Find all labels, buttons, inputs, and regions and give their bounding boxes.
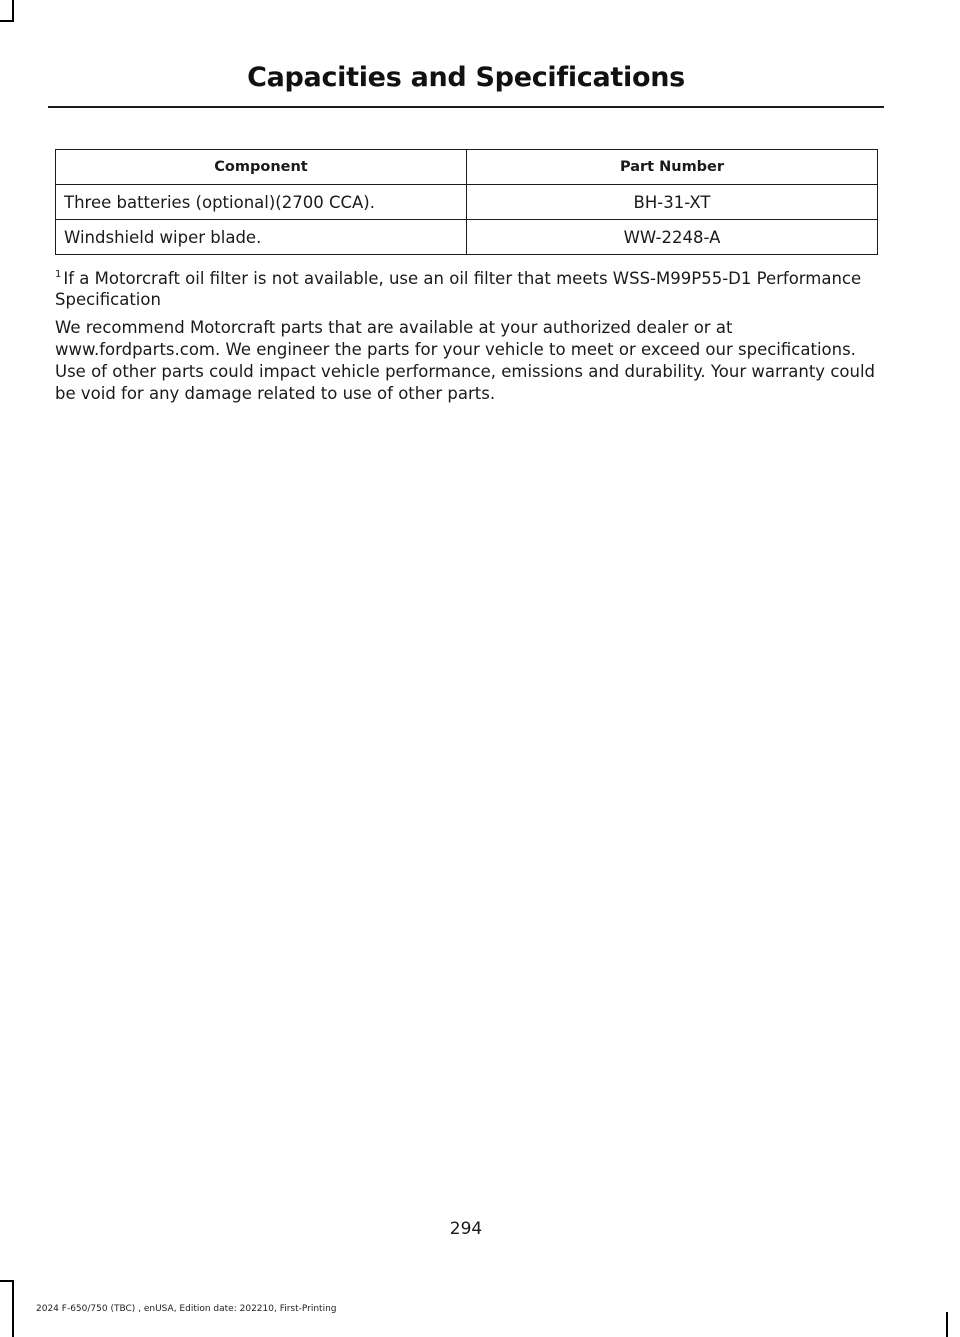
- column-header-component: Component: [56, 150, 467, 185]
- crop-mark-top-left: [12, 0, 14, 22]
- crop-mark-bottom-left: [12, 1280, 14, 1337]
- page-number: 294: [449, 1219, 483, 1239]
- table-row: [56, 185, 878, 220]
- table-header-row: [56, 150, 878, 185]
- table-row: [56, 220, 878, 255]
- footnote-marker: 1: [55, 269, 62, 280]
- crop-mark-top-left-horizontal: [0, 20, 14, 22]
- part-number-cell: BH-31-XT: [467, 185, 878, 220]
- page-title: Capacities and Specifications: [247, 62, 685, 93]
- title-divider: [48, 106, 884, 108]
- parts-table: [55, 149, 878, 255]
- component-cell: Windshield wiper blade.: [56, 220, 467, 255]
- table-footnote: [55, 264, 885, 310]
- footnote-text: If a Motorcraft oil filter is not available, use an oil filter that meets WSS-M99P55-D1 Performance Specification: [55, 269, 862, 309]
- body-paragraph: We recommend Motorcraft parts that are available at your authorized dealer or at www.fordparts.com. We engineer the parts for your vehicle to meet or exceed our specifications. Use of other parts could impact vehicle performance, emissions and durability. Your warranty could be void for any damage related to use of other parts.: [55, 318, 875, 403]
- component-cell: Three batteries (optional)(2700 CCA).: [56, 185, 467, 220]
- crop-mark-bottom-right: [946, 1312, 948, 1337]
- crop-mark-bottom-left-horizontal: [0, 1280, 14, 1282]
- column-header-part-number: Part Number: [467, 150, 878, 185]
- edition-footer: 2024 F-650/750 (TBC) , enUSA, Edition date: 202210, First-Printing: [36, 1304, 337, 1314]
- part-number-cell: WW-2248-A: [467, 220, 878, 255]
